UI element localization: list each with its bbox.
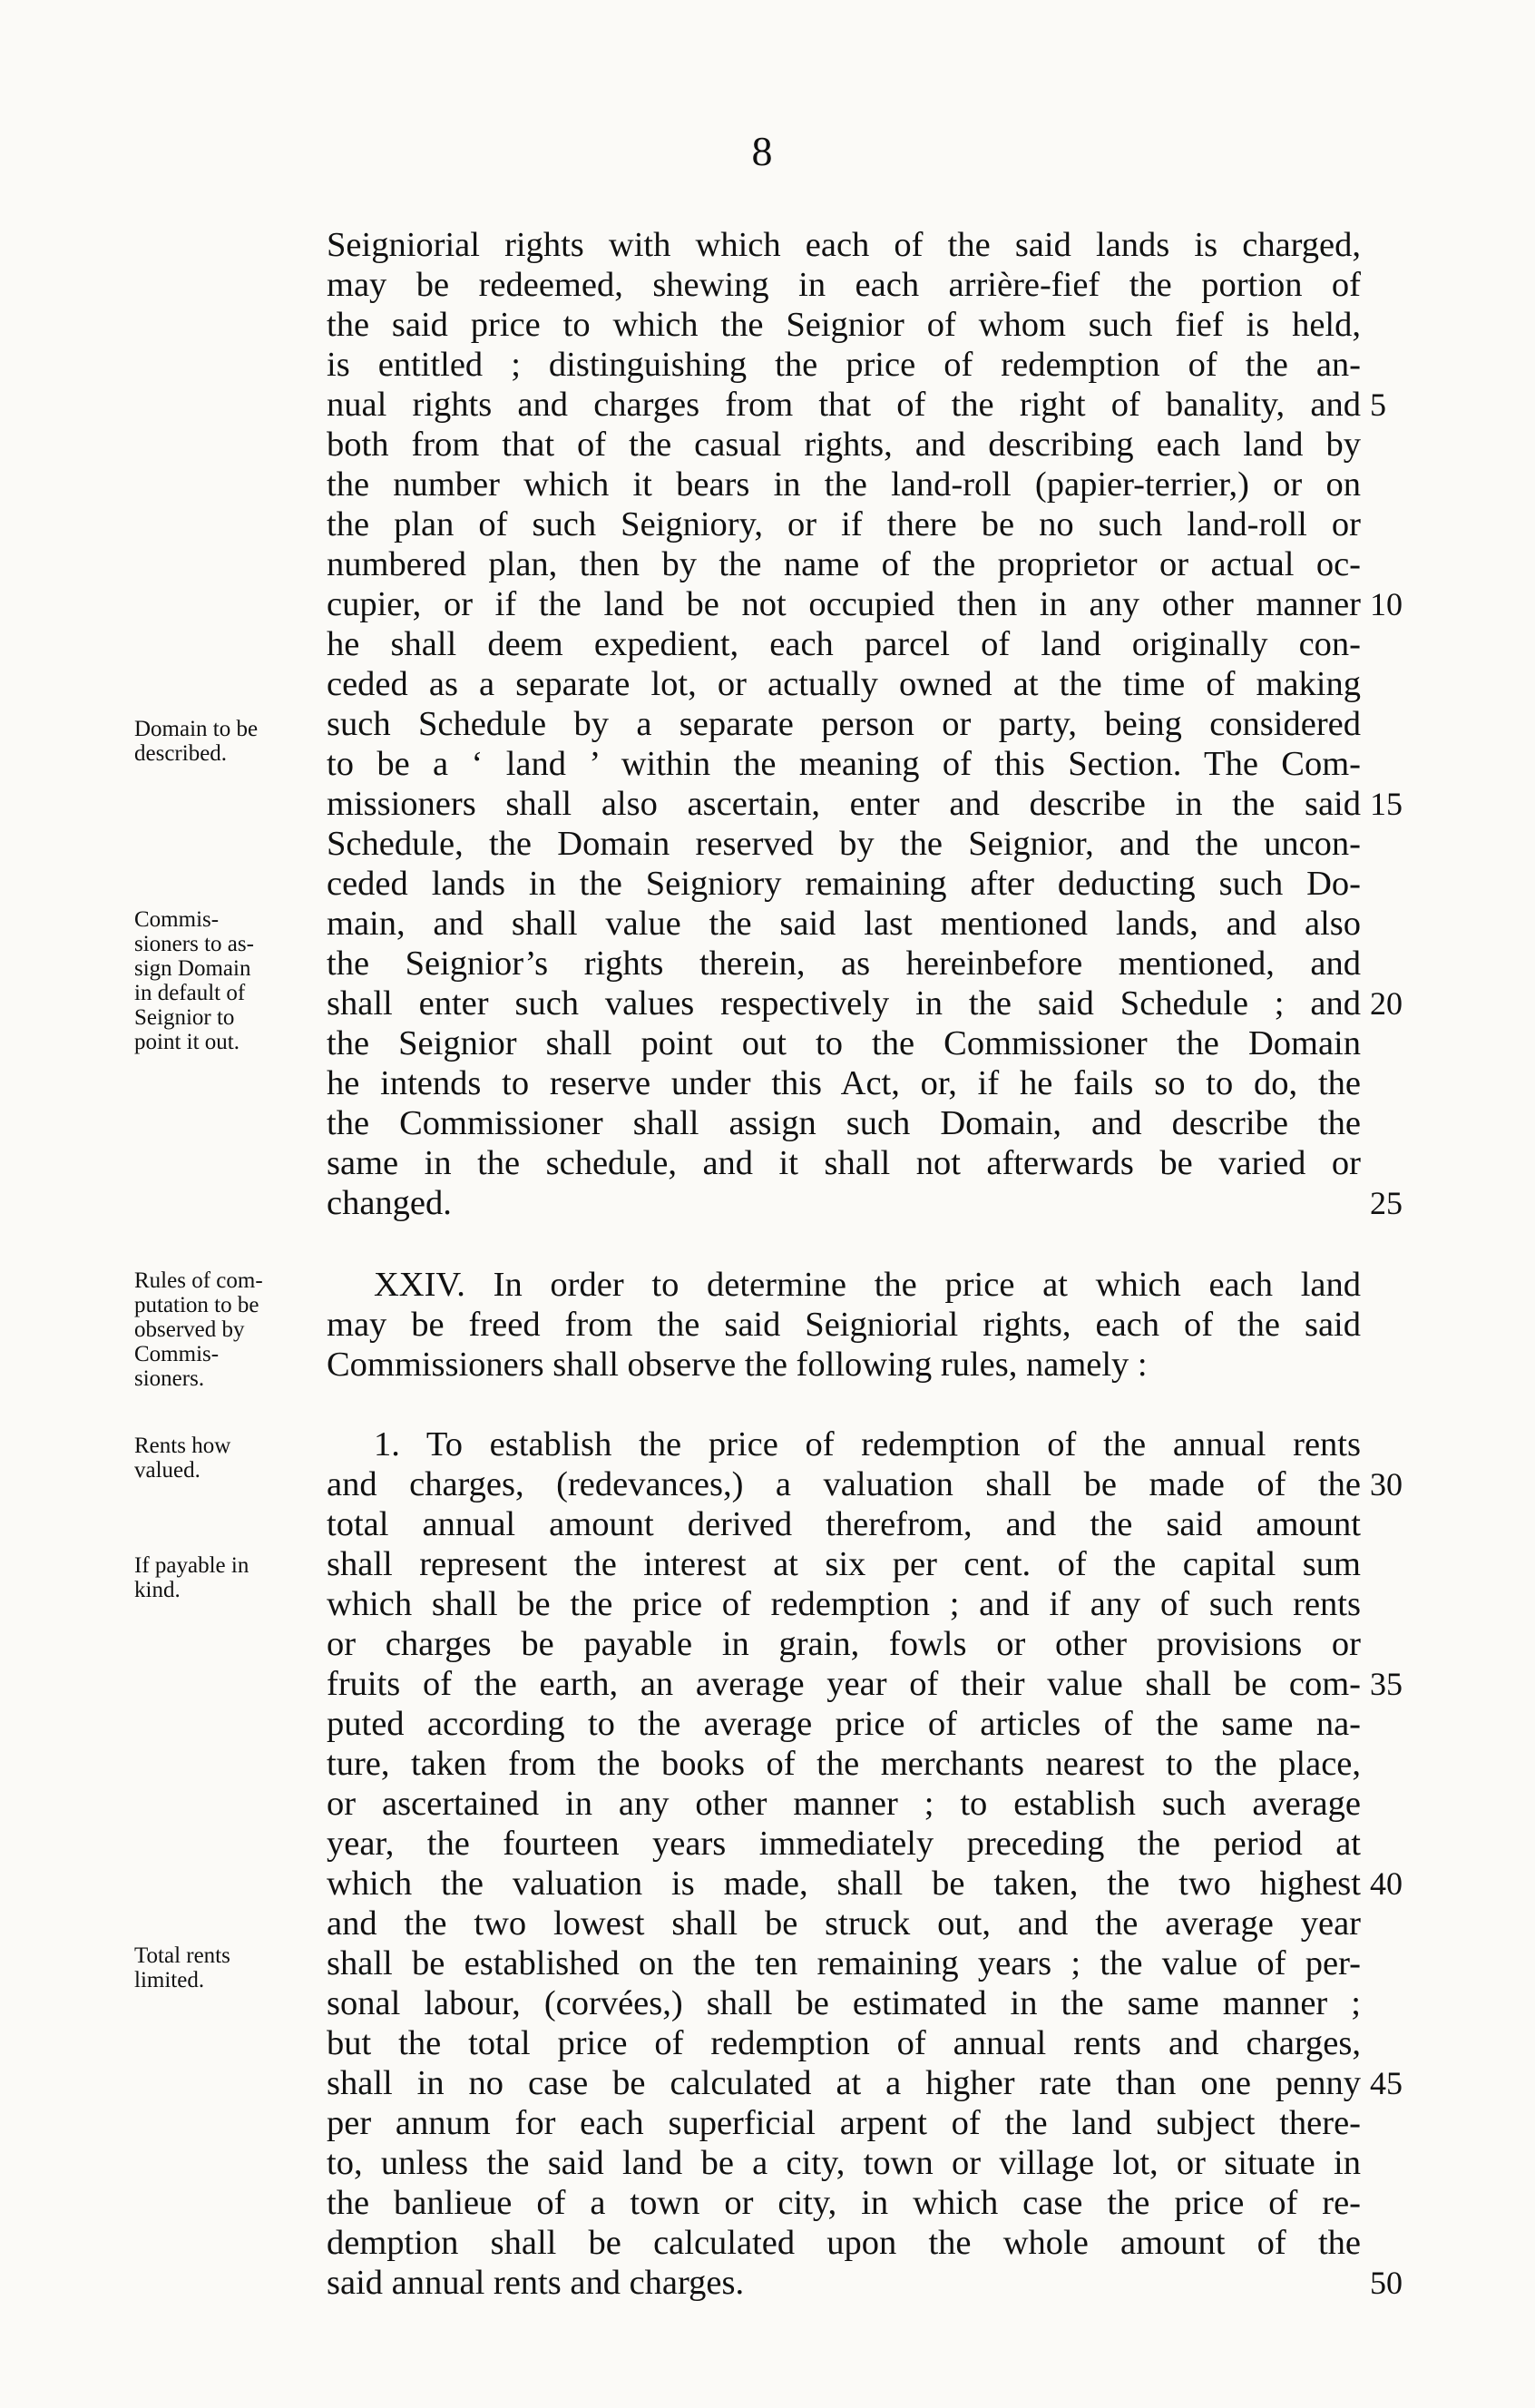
margin-note-total: Total rents limited. [134,1943,230,1992]
line-number: 30 [1370,1466,1403,1503]
body-line: is entitled ; distinguishing the price of redemption of the an- [327,346,1361,384]
body-line: demption shall be calculated upon the whole amount of the [327,2224,1361,2262]
body-line: and the two lowest shall be struck out, and the average year [327,1904,1361,1943]
body-line: he shall deem expedient, each parcel of land originally con- [327,625,1361,663]
body-line: the Commissioner shall assign such Domain, and describe the [327,1104,1361,1142]
body-line: shall enter such values respectively in the said Schedule ; and [327,984,1361,1023]
body-line: shall represent the interest at six per cent. of the capital sum [327,1545,1361,1583]
rule-heading-line: 1. To establish the price of redemption of the annual rents [374,1425,1361,1463]
body-line: to be a ‘ land ’ within the meaning of this Section. The Com- [327,745,1361,783]
body-line: Schedule, the Domain reserved by the Seignior, and the uncon- [327,825,1361,863]
line-number: 45 [1370,2065,1403,2101]
margin-note-domain: Domain to be described. [134,717,259,766]
line-number: 10 [1370,586,1403,622]
body-line: he intends to reserve under this Act, or, if he fails so to do, the [327,1064,1361,1102]
body-line: the number which it bears in the land-roll (papier-terrier,) or on [327,465,1361,504]
body-line: cupier, or if the land be not occupied then in any other manner [327,585,1361,623]
page-number: 8 [751,128,773,174]
body-line: ture, taken from the books of the merchants nearest to the place, [327,1745,1361,1783]
body-line: but the total price of redemption of annual rents and charges, [327,2024,1361,2062]
body-line: puted according to the average price of articles of the same na- [327,1705,1361,1743]
body-line: same in the schedule, and it shall not afterwards be varied or [327,1144,1361,1182]
margin-note-rules: Rules of com- putation to be observed by Commis- sioners. [134,1268,263,1391]
body-line: sonal labour, (corvées,) shall be estimated in the same manner ; [327,1984,1361,2022]
body-line: per annum for each superficial arpent of the land subject there- [327,2104,1361,2142]
body-line: numbered plan, then by the name of the proprietor or actual oc- [327,545,1361,583]
body-line: Seigniorial rights with which each of the said lands is charged, [327,226,1361,264]
body-line: the Seignior shall point out to the Commissioner the Domain [327,1024,1361,1062]
body-line: shall be established on the ten remaining years ; the value of per- [327,1944,1361,1982]
body-line: the Seignior’s rights therein, as hereinbefore mentioned, and [327,945,1361,983]
body-line: missioners shall also ascertain, enter and describe in the said [327,785,1361,823]
margin-note-commissioners: Commis- sioners to as- sign Domain in default of Seignior to point it out. [134,907,254,1054]
body-line: Commissioners shall observe the following rules, namely : [327,1346,1148,1384]
body-line: the said price to which the Seignior of whom such fief is held, [327,306,1361,344]
body-line: nual rights and charges from that of the right of banality, and [327,386,1361,424]
line-number: 50 [1370,2265,1403,2301]
margin-note-rents: Rents how valued. [134,1434,231,1483]
body-line: said annual rents and charges. [327,2264,745,2302]
body-line: or charges be payable in grain, fowls or other provisions or [327,1625,1361,1663]
body-line: which shall be the price of redemption ; and if any of such rents [327,1585,1361,1623]
body-line: year, the fourteen years immediately preceding the period at [327,1825,1361,1863]
body-line: changed. [327,1184,452,1222]
margin-note-payable: If payable in kind. [134,1553,249,1602]
body-line: such Schedule by a separate person or party, being considered [327,705,1361,743]
body-line: which the valuation is made, shall be taken, the two highest [327,1865,1361,1903]
body-line: total annual amount derived therefrom, and the said amount [327,1505,1361,1543]
body-line: and charges, (redevances,) a valuation shall be made of the [327,1465,1361,1503]
body-line: shall in no case be calculated at a higher rate than one penny [327,2064,1361,2102]
body-line: fruits of the earth, an average year of their value shall be com- [327,1665,1361,1703]
body-line: may be freed from the said Seigniorial rights, each of the said [327,1306,1361,1344]
body-line: to, unless the said land be a city, town or village lot, or situate in [327,2144,1361,2182]
body-line: ceded lands in the Seigniory remaining after deducting such Do- [327,865,1361,903]
line-number: 20 [1370,985,1403,1022]
body-line: the plan of such Seigniory, or if there be no such land-roll or [327,505,1361,543]
body-line: both from that of the casual rights, and describing each land by [327,426,1361,464]
body-line: ceded as a separate lot, or actually owned at the time of making [327,665,1361,703]
body-line: may be redeemed, shewing in each arrière-fief the portion of [327,266,1361,304]
body-line: or ascertained in any other manner ; to establish such average [327,1785,1361,1823]
body-line: the banlieue of a town or city, in which case the price of re- [327,2184,1361,2222]
body-line: main, and shall value the said last mentioned lands, and also [327,905,1361,943]
line-number: 35 [1370,1666,1403,1702]
line-number: 40 [1370,1865,1403,1902]
line-number: 25 [1370,1185,1403,1221]
line-number: 15 [1370,786,1403,822]
line-number: 5 [1370,387,1386,423]
section-heading-line: XXIV. In order to determine the price at which each land [374,1266,1361,1304]
